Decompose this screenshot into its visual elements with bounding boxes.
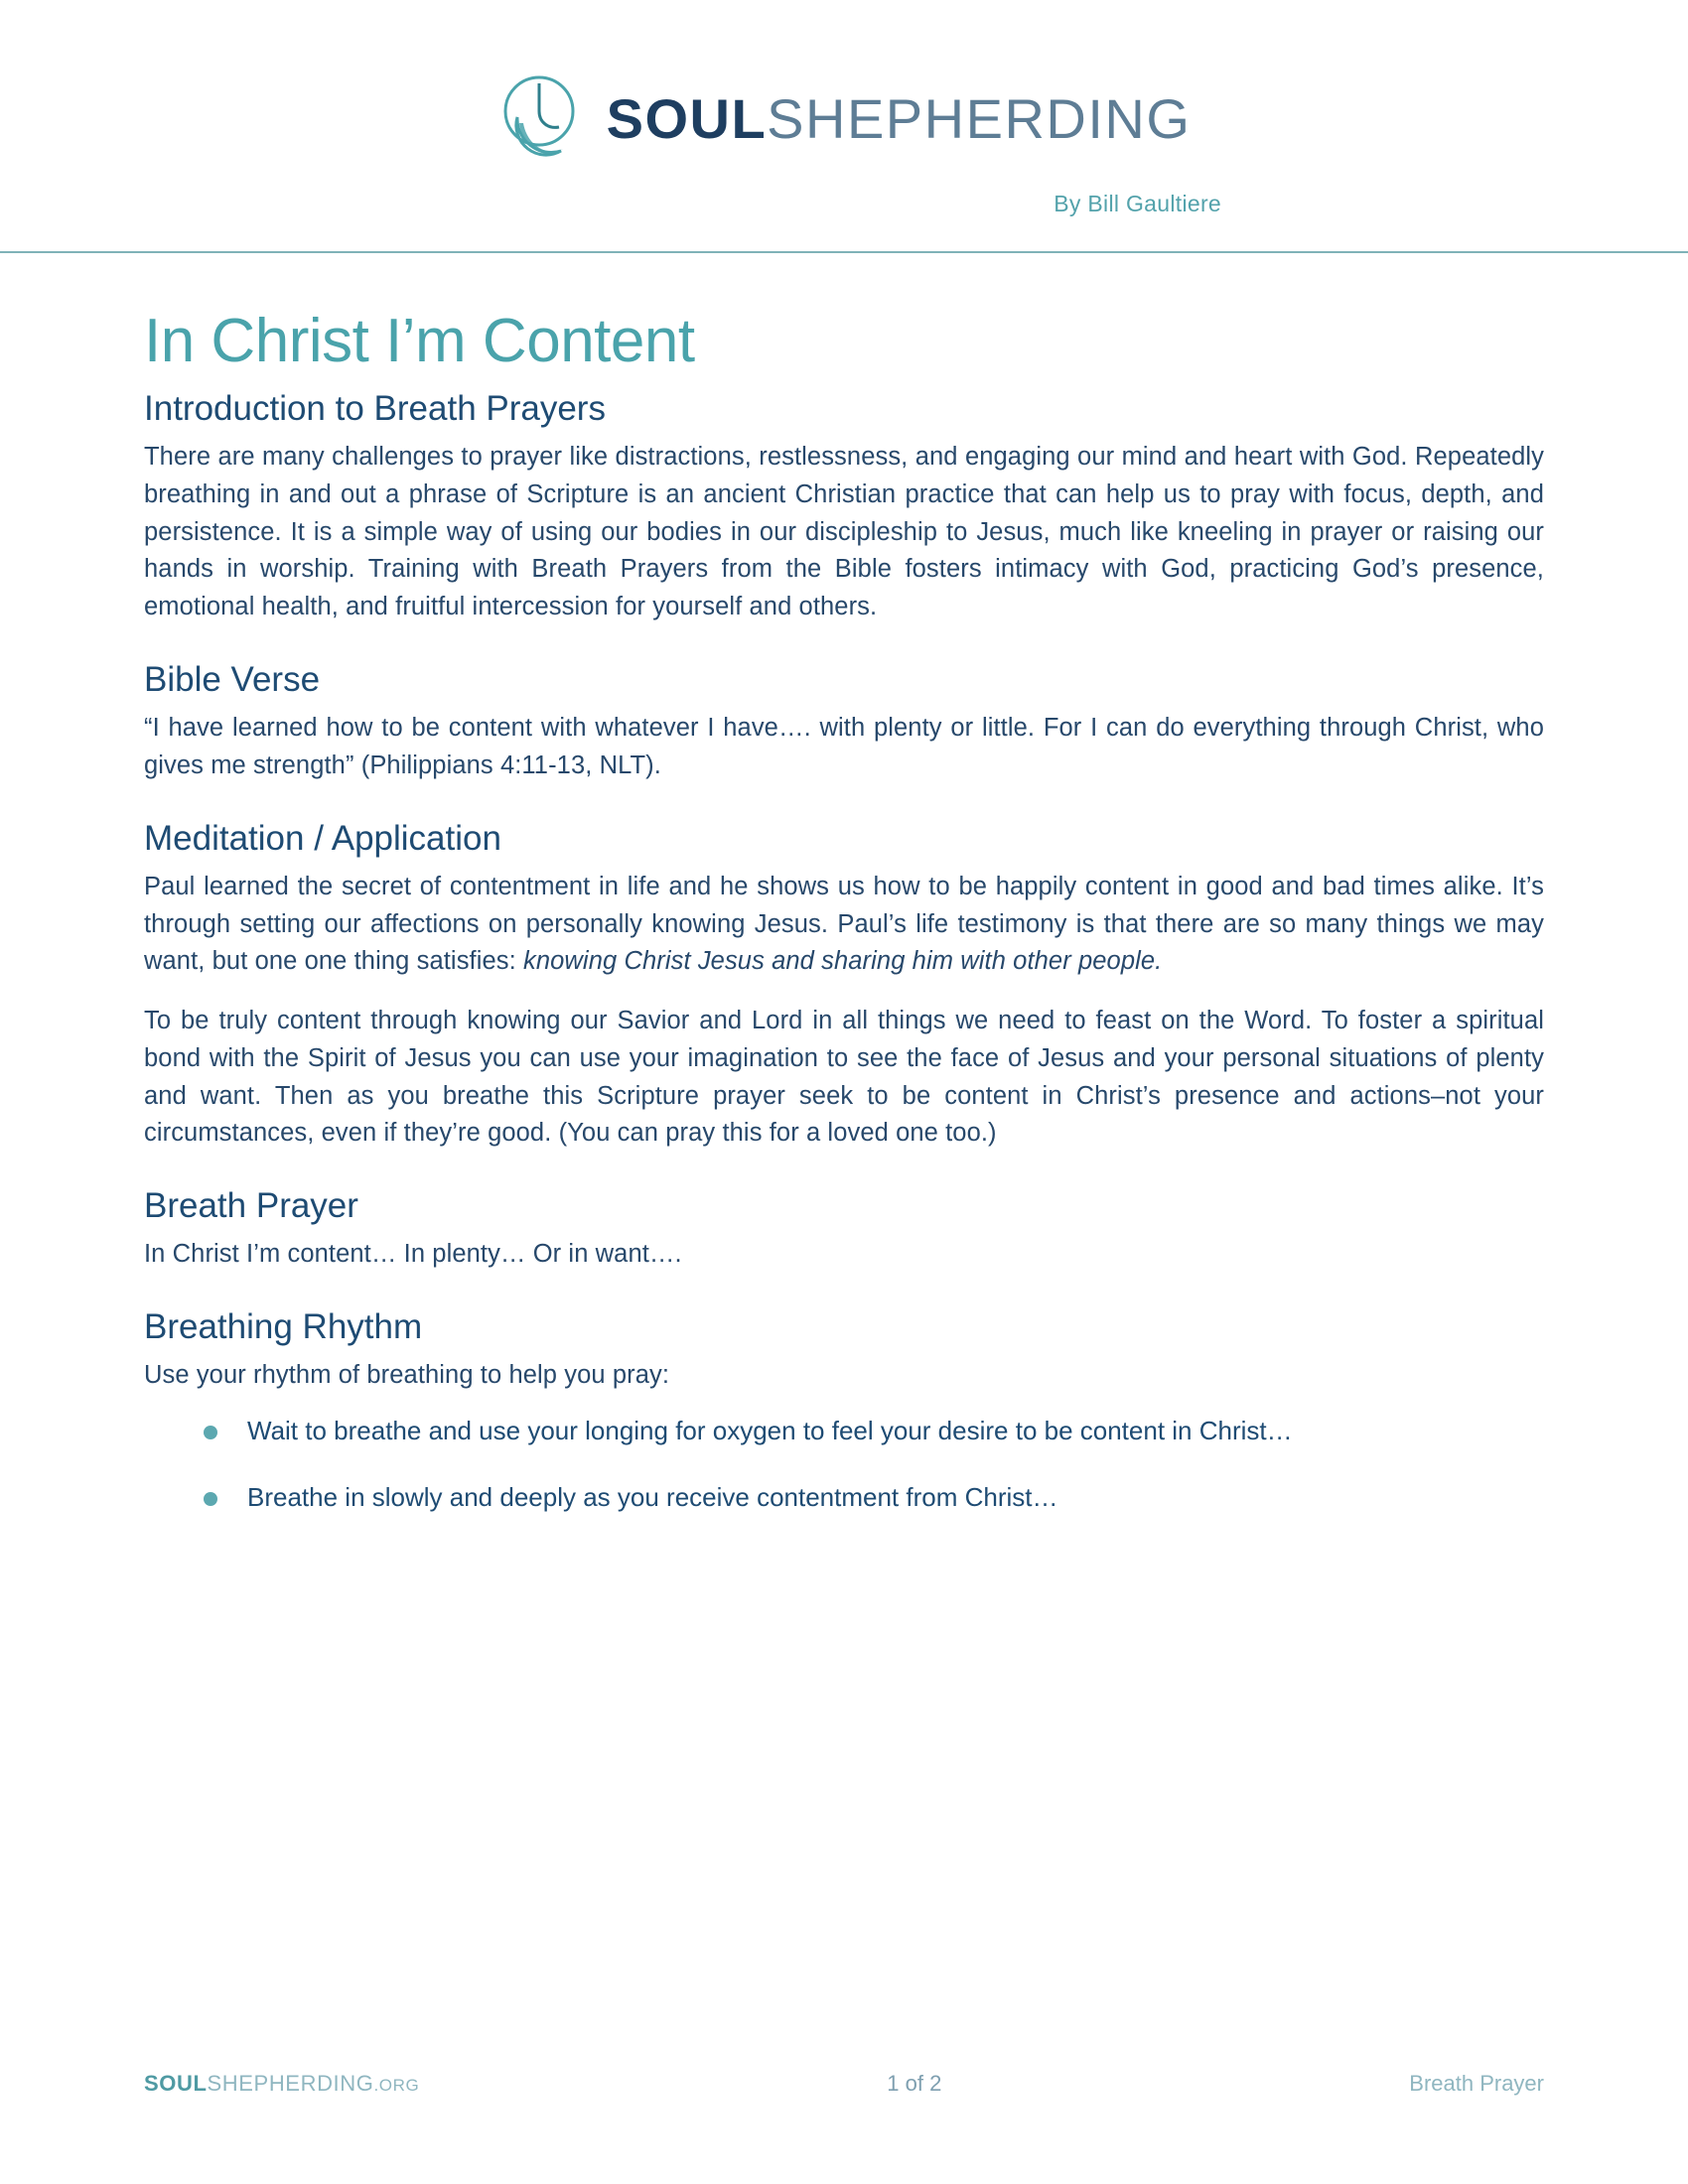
section-heading-introduction: Introduction to Breath Prayers (144, 388, 606, 428)
list-item: Breathe in slowly and deeply as you receive contentment from Christ… (204, 1479, 1544, 1516)
footer-doc-label: Breath Prayer (1409, 2071, 1544, 2096)
section-heading-bible-verse: Bible Verse (144, 659, 321, 699)
soulshepherding-circle-logo-icon (497, 71, 585, 167)
footer-brand (144, 2071, 419, 2097)
footer-brand-soul: SOUL (144, 2071, 208, 2096)
byline: By Bill Gaultiere (1054, 191, 1221, 216)
paragraph-breath-prayer: In Christ I’m content… In plenty… Or in want…. (144, 1240, 682, 1269)
section-heading-meditation: Meditation / Application (144, 818, 501, 858)
brand-lockup (497, 71, 1192, 167)
paragraph-bible-verse: “I have learned how to be content with whatever I have…. with plenty or little. For I can do everything through Christ, who gives me strength” (Philippians 4:11-13, NLT). (144, 714, 1544, 779)
section-heading-breath-prayer: Breath Prayer (144, 1185, 358, 1225)
page-header (0, 0, 1688, 253)
paragraph-meditation-1-text: Paul learned the secret of contentment in life and he shows us how to be happily content in good and bad times alike. It’s through setting our affections on personally knowing Jesus. Paul’s life testimony is that there are so many things we may want, but one one thing satisfies: (144, 872, 1544, 976)
list-item: Wait to breathe and use your longing for oxygen to feel your desire to be content in Christ… (204, 1413, 1544, 1449)
page-footer (144, 2071, 1544, 2097)
section-heading-breathing-rhythm: Breathing Rhythm (144, 1306, 423, 1346)
byline-row (467, 177, 1221, 217)
paragraph-meditation-2: To be truly content through knowing our Savior and Lord in all things we need to feast on the Word. To foster a spiritual bond with the Spirit of Jesus you can use your imagination to see the face of Jesus and your personal situations of plenty and want. Then as you breathe this Scripture prayer seek to be content in Christ’s presence and actions–not your circumstances, even if they’re good. (You can pray this for a loved one too.) (144, 1007, 1544, 1148)
brand-shepherding: SHEPHERDING (767, 87, 1192, 150)
page-number: 1 of 2 (887, 2071, 942, 2096)
breathing-rhythm-list (144, 1413, 1544, 1516)
page-title: In Christ I’m Content (144, 307, 695, 375)
paragraph-breathing-rhythm: Use your rhythm of breathing to help you pray: (144, 1361, 670, 1390)
paragraph-meditation-1 (144, 869, 1544, 981)
header-divider (0, 251, 1688, 253)
footer-brand-shepherding: SHEPHERDING (207, 2071, 374, 2096)
paragraph-introduction: There are many challenges to prayer like distractions, restlessness, and engaging our mind and heart with God. Repeatedly breathing in and out a phrase of Scripture is an ancient Christian practice that can help us to pray with focus, depth, and persistence. It is a simple way of using our bodies in our discipleship to Jesus, much like kneeling in prayer or raising our hands in worship. Training with Breath Prayers from the Bible fosters intimacy with God, practicing God’s presence, emotional health, and fruitful intercession for yourself and others. (144, 443, 1544, 621)
brand-soul: SOUL (606, 87, 768, 150)
brand-name (606, 87, 1192, 150)
document-body (0, 309, 1688, 1516)
footer-brand-domain: .ORG (373, 2076, 420, 2095)
paragraph-meditation-italic: knowing Christ Jesus and sharing him with other people. (523, 947, 1163, 976)
